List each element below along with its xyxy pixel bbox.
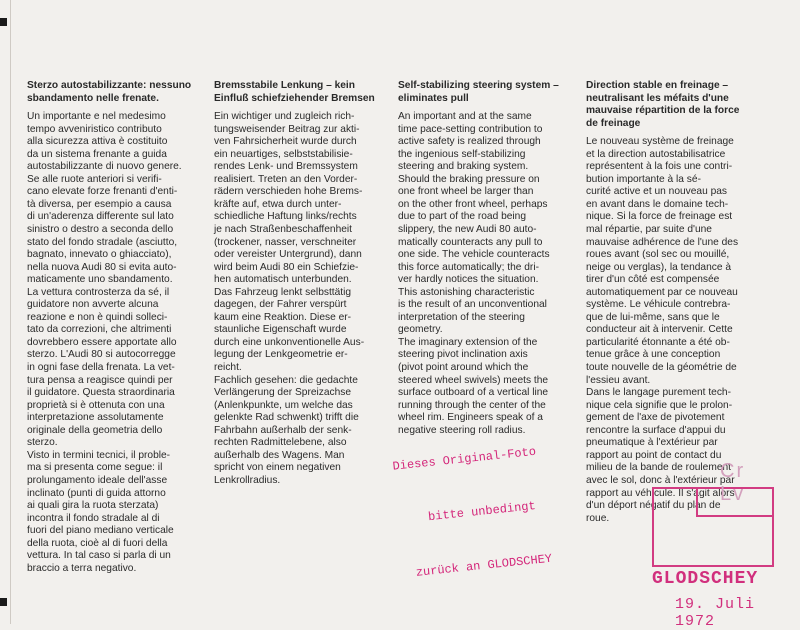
stamp-line: zurück an GLODSCHEY (415, 551, 553, 580)
return-photo-stamp (388, 406, 557, 618)
binding-mark (0, 18, 7, 26)
archive-date-stamp: 19. Juli 1972 (675, 596, 756, 630)
column-heading: Bremsstabile Lenkung – kein Einfluß schiefziehender Bremsen (214, 80, 375, 104)
archive-box-stamp (652, 460, 774, 567)
binding-mark (0, 598, 7, 606)
page-edge-line (10, 0, 11, 624)
column-heading: Sterzo autostabilizzante: nessuno sbandamento nelle frenate. (27, 80, 192, 104)
column-heading: Direction stable en freinage – neutralisant les méfaits d'une mauvaise répartition de la force de freinage (586, 80, 740, 129)
column-body: Le nouveau système de freinage et la direction autostabilisatrice représentent à la fois une contri- bution importante à la sé- curité active et un nouveau pas en avant dans le domaine tech- nique. Si la force de freinage est mal répartie, par suite d'une mauvaise adhérence de l'une des roues avant (sol sec ou mouillé, neige ou verglas), la tendance à tirer d'un côté est compensée automatiquement par ce nouveau système. Le véhicule contrebra- que de lui-même, sans que le conducteur ait à intervenir. Cette particularité étonnante a été ob- tenue grâce à une conception toute nouvelle de la géométrie de l'essieu avant. Dans le langage purement tech- nique cela signifie que le prolon- gement de l'axe de pivotement rencontre la surface d'appui du pneumatique à l'extérieur par rapport au point de contact du milieu de la bande de roulement avec le sol, donc à l'extérieur par rapport au véhicule. Il s'agit alors d'un déport négatif du plan de roue. (586, 136, 739, 524)
column-italian (27, 80, 207, 575)
archive-box-field (696, 489, 772, 517)
stamp-line: Dieses Original-Foto (391, 444, 537, 474)
column-body: Un importante e nel medesimo tempo avveniristico contributo alla sicurezza attiva è costituito da un sistema frenante a guida autostabilizzante di nuovo genere. Se alle ruote anteriori si verifi- cano elevate forze frenanti d'enti- tà diversa, per esempio a causa di un'aderenza differente sul lato sinistro o destro a seconda dello stato del fondo stradale (asciutto, bagnato, innevato o ghiacciato), nella nuova Audi 80 si evita auto- maticamente uno sbandamento. La vettura controsterza da sé, il guidatore non avverte alcuna reazione e non è quindi solleci- tato da correzioni, che altrimenti dovrebbero essere apportate allo sterzo. L'Audi 80 si autocorregge in ogni fase della frenata. La vet- tura pensa a reagisce quindi per il guidatore. Questa straordinaria proprietà si è ottenuta con una interpretazione assolutamente originale della geometria dello sterzo. Visto in termini tecnici, il proble- ma si presenta come segue: il prolungamento ideale dell'asse inclinato (punti di guida attorno ai quali gira la ruota sterzata) incontra il fondo stradale al di fuori del piano mediano verticale della ruota, cioè al di fuori della vettura. In tal caso si parla di un braccio a terra negativo. (27, 111, 182, 574)
archive-name-stamp: GLODSCHEY (652, 569, 759, 589)
faint-stamp-text: Cr Lv (720, 460, 746, 505)
column-german (214, 80, 386, 488)
column-heading: Self-stabilizing steering system – eliminates pull (398, 80, 559, 104)
column-body: An important and at the same time pace-setting contribution to active safety is realized through the ingenious self-stabilizing steering and braking system. Should the braking pressure on one front wheel be larger than on the other front wheel, perhaps due to part of the road being slippery, the new Audi 80 auto- matically counteracts any pull to one side. The vehicle counteracts this force automatically; the dri- ver hardly notices the situation. This astonishing characteristic is the result of an unconventional interpretation of the steering geometry. The imaginary extension of the steering pivot inclination axis (pivot point around which the steered wheel swivels) meets the surface outboard of a vertical line running through the center of the wheel rim. Engineers speak of a negative steering roll radius. (398, 111, 550, 436)
column-french (586, 80, 771, 525)
column-body: Ein wichtiger und zugleich rich- tungsweisender Beitrag zur akti- ven Fahrsicherheit wurde durch ein neuartiges, selbststabilisie- rendes Lenk- und Bremssystem realisiert. Treten an den Vorder- rädern verschieden hohe Brems- kräfte auf, etwa durch unter- schiedliche Haftung links/rechts je nach Straßenbeschaffenheit (trockener, nasser, verschneiter oder vereister Untergrund), dann wird beim Audi 80 ein Schiefzie- hen automatisch unterbunden. Das Fahrzeug lenkt selbsttätig dagegen, der Fahrer verspürt kaum eine Reaktion. Diese er- staunliche Eigenschaft wurde durch eine unkonventionelle Aus- legung der Lenkgeometrie er- reicht. Fachlich gesehen: die gedachte Verlängerung der Spreizachse (Anlenkpunkte, um welche das gelenkte Rad schwenkt) trifft die Fahrbahn außerhalb der senk- rechten Radmittelebene, also außerhalb des Wagens. Man spricht von einem negativen Lenkrollradius. (214, 111, 365, 486)
column-english (398, 80, 573, 437)
stamp-line: bitte unbedingt (427, 499, 537, 525)
